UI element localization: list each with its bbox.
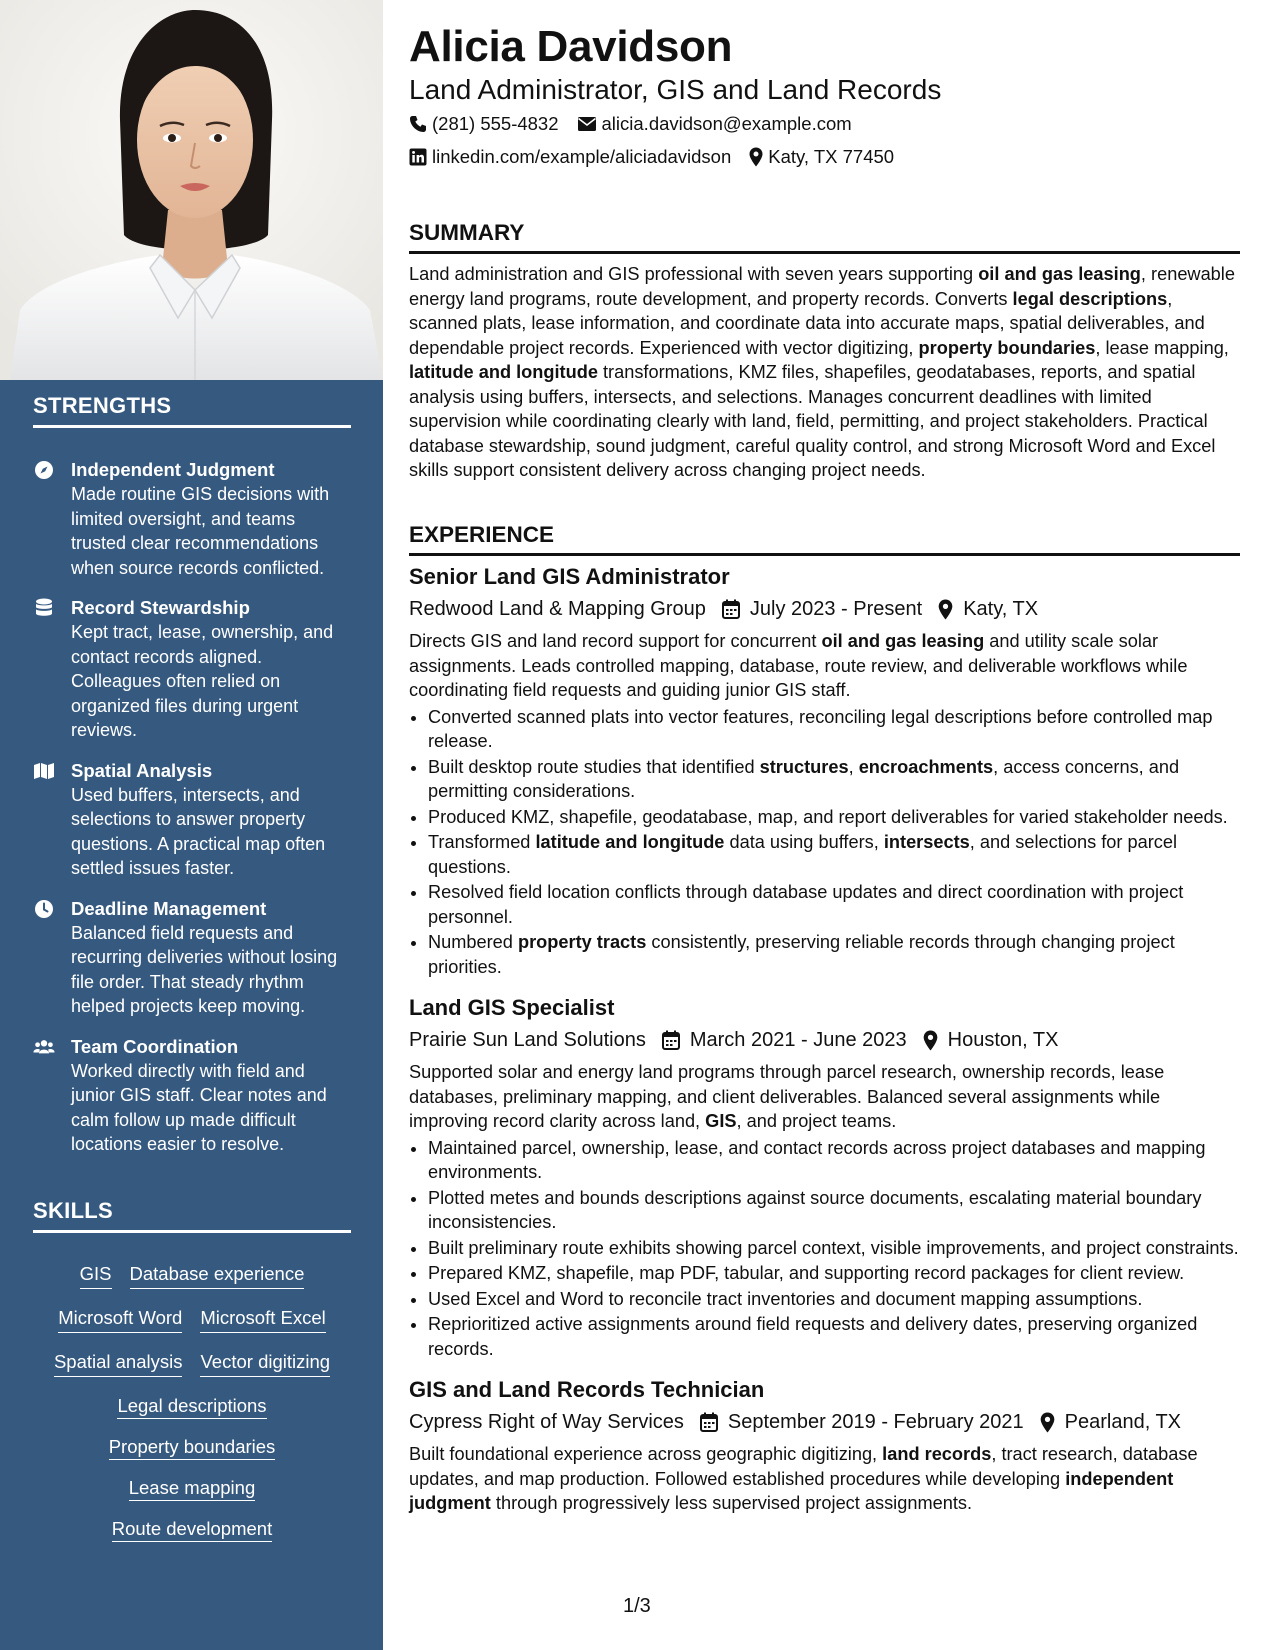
emphasis-text: property boundaries <box>918 337 1096 358</box>
skill-tag: Spatial analysis <box>54 1350 183 1377</box>
phone-contact[interactable] <box>409 113 559 135</box>
job-summary: Supported solar and energy land programs through parcel research, ownership records, lease databases, preliminary mapping, and client deliverables. Balanced several assignments while improving record clarity across land, GIS, and project teams. <box>409 1062 1165 1131</box>
calendar-icon <box>662 1030 680 1050</box>
company-name: Cypress Right of Way Services <box>409 1411 684 1433</box>
bullet-item: • Plotted metes and bounds descriptions against source documents, escalating material boundary inconsistencies. <box>428 1186 1240 1235</box>
contact-row-2 <box>409 146 912 168</box>
linkedin-text: linkedin.com/example/aliciadavidson <box>432 146 732 167</box>
envelope-icon <box>577 116 597 132</box>
strength-item <box>33 897 353 1019</box>
job-bullets <box>409 705 1240 980</box>
job-dates <box>722 595 922 623</box>
job-meta <box>409 595 1240 623</box>
location-text: Katy, TX 77450 <box>768 146 895 167</box>
phone-text: (281) 555-4832 <box>432 113 559 134</box>
strength-title: Spatial Analysis <box>71 759 213 781</box>
strength-description: Worked directly with field and junior GIS staff. Clear notes and calm follow up made difficult locations easier to resolve. <box>71 1060 327 1154</box>
emphasis-text: intersects <box>883 832 970 852</box>
candidate-name: Alicia Davidson <box>409 22 733 71</box>
database-icon <box>33 597 55 619</box>
emphasis-text: structures <box>759 756 849 777</box>
summary-heading: SUMMARY <box>409 220 1240 254</box>
strength-item <box>33 1035 353 1157</box>
strength-title: Record Stewardship <box>71 597 250 618</box>
job-location <box>1040 1408 1181 1436</box>
job-title: Land GIS Specialist <box>409 995 615 1020</box>
job-summary: Directs GIS and land record support for concurrent oil and gas leasing and utility scale solar assignments. Leads controlled mapping, database, route review, and deliverable workflows while coordinating field requests and guiding junior GIS staff. <box>409 631 1188 700</box>
bullet-item: • Transformed latitude and longitude data using buffers, intersects, and selections for parcel questions. <box>428 830 1240 879</box>
bullet-item: • Maintained parcel, ownership, lease, and contact records across project databases and mapping environments. <box>428 1136 1240 1185</box>
candidate-headline: Land Administrator, GIS and Land Records <box>409 74 942 105</box>
job-summary: Built foundational experience across geographic digitizing, land records, tract research, database updates, and map production. Followed established procedures while developing independent judgment through progressively less supervised project assignments. <box>409 1444 1198 1513</box>
job-dates-text: July 2023 - Present <box>749 598 923 620</box>
location-contact <box>749 146 894 168</box>
skill-tag <box>33 1394 351 1418</box>
strength-description: Made routine GIS decisions with limited oversight, and teams trusted clear recommendations when source records conflicted. <box>71 484 330 578</box>
job-location <box>923 1026 1059 1054</box>
skill-tag-text: Property boundaries <box>109 1436 276 1460</box>
map-icon <box>33 760 55 782</box>
linkedin-icon <box>409 148 427 166</box>
emphasis-text: land records <box>882 1444 992 1464</box>
skill-tag: Microsoft Excel <box>200 1306 325 1333</box>
page-number: 1/3 <box>623 1595 651 1617</box>
map-pin-icon <box>938 599 953 620</box>
skill-tag: GIS <box>80 1262 112 1289</box>
job-location <box>938 595 1038 623</box>
email-contact[interactable] <box>577 113 852 135</box>
strength-description: Used buffers, intersects, and selections to answer property questions. A practical map often settled issues faster. <box>71 784 326 878</box>
emphasis-text: oil and gas leasing <box>821 631 985 651</box>
emphasis-text: oil and gas leasing <box>978 264 1141 284</box>
linkedin-contact[interactable] <box>409 146 731 168</box>
bullet-item: • Built preliminary route exhibits showing parcel context, visible improvements, and project constraints. <box>428 1236 1240 1261</box>
bullet-item: • Prepared KMZ, shapefile, map PDF, tabular, and supporting record packages for client review. <box>428 1261 1240 1286</box>
phone-icon <box>409 115 427 133</box>
job-location-text: Pearland, TX <box>1064 1411 1182 1433</box>
strength-item <box>33 596 353 743</box>
experience-list <box>409 562 1240 1530</box>
strengths-heading: STRENGTHS <box>33 393 351 428</box>
skills-list <box>33 1262 351 1541</box>
strength-item <box>33 458 353 580</box>
emphasis-text: GIS <box>705 1111 737 1131</box>
strength-title: Team Coordination <box>71 1035 239 1057</box>
job-bullets <box>409 1136 1240 1362</box>
job-title: Senior Land GIS Administrator <box>409 564 730 589</box>
job-meta <box>409 1026 1240 1054</box>
emphasis-text: latitude and longitude <box>535 832 725 852</box>
bullet-item: • Converted scanned plats into vector features, reconciling legal descriptions before controlled map release. <box>428 705 1240 754</box>
calendar-icon <box>722 599 740 619</box>
map-pin-icon <box>749 147 763 167</box>
bullet-item: • Reprioritized active assignments around field requests and delivery dates, preserving organized records. <box>428 1312 1240 1361</box>
skill-tag-text: Legal descriptions <box>117 1395 266 1419</box>
skill-tag <box>33 1517 351 1541</box>
bullet-item: • Numbered property tracts consistently, preserving reliable records through changing project priorities. <box>428 930 1240 979</box>
skill-tag: Database experience <box>130 1262 305 1289</box>
job-dates <box>662 1026 907 1054</box>
calendar-icon <box>700 1412 718 1432</box>
map-pin-icon <box>923 1030 938 1051</box>
skill-tag-text: Route development <box>112 1518 272 1542</box>
bullet-item: • Used Excel and Word to reconcile tract inventories and document mapping assumptions. <box>428 1287 1240 1312</box>
company-name: Prairie Sun Land Solutions <box>409 1029 646 1051</box>
contact-row <box>409 113 870 135</box>
bullet-item: • Produced KMZ, shapefile, geodatabase, map, and report deliverables for varied stakeholder needs. <box>428 805 1240 830</box>
job-title: GIS and Land Records Technician <box>409 1377 765 1402</box>
strength-description: Kept tract, lease, ownership, and contact records aligned. Colleagues often relied on organized files during urgent reviews. <box>71 622 334 740</box>
email-text: alicia.davidson@example.com <box>601 113 852 134</box>
emphasis-text: latitude and longitude <box>409 362 598 382</box>
job-meta <box>409 1408 1240 1436</box>
clock-icon <box>33 898 55 920</box>
strengths-list <box>33 458 353 1173</box>
job-location-text: Katy, TX <box>963 598 1039 620</box>
skill-tag-text: Lease mapping <box>129 1477 256 1501</box>
experience-heading: EXPERIENCE <box>409 522 1240 556</box>
job-dates-text: March 2021 - June 2023 <box>689 1029 907 1051</box>
company-name: Redwood Land & Mapping Group <box>409 598 706 620</box>
portrait-illustration <box>0 0 383 380</box>
skills-heading: SKILLS <box>33 1198 351 1233</box>
skill-tag <box>33 1476 351 1500</box>
profile-photo <box>0 0 383 380</box>
strength-title: Deadline Management <box>71 897 267 919</box>
strength-item <box>33 759 353 881</box>
job-dates <box>700 1408 1024 1436</box>
emphasis-text: independent judgment <box>409 1468 1174 1513</box>
summary-paragraph: Land administration and GIS professional with seven years supporting oil and gas leasing, renewable energy land programs, route development, and property records. Converts legal descriptions, scanned plats, lease information, and coordinate data into accurate maps, spatial deliverables, and dependable project records. Experienced with vector digitizing, property boundaries, lease mapping, latitude and longitude transformations, KMZ files, shapefiles, geodatabases, reports, and spatial analysis using buffers, intersects, and selections. Manages concurrent deadlines with limited supervision while coordinating clearly with land, field, permitting, and project stakeholders. Practical database stewardship, sound judgment, careful quality control, and strong Microsoft Word and Excel skills support consistent delivery across changing project needs. <box>409 264 1235 480</box>
emphasis-text: property tracts <box>517 932 647 952</box>
bullet-item: • Resolved field location conflicts through database updates and direct coordination with project personnel. <box>428 880 1240 929</box>
skill-tag <box>33 1435 351 1459</box>
compass-icon <box>33 459 55 481</box>
emphasis-text: legal descriptions <box>1012 288 1168 309</box>
job-entry <box>409 993 1240 1361</box>
map-pin-icon <box>1040 1412 1055 1433</box>
job-dates-text: September 2019 - February 2021 <box>727 1411 1024 1433</box>
job-entry <box>409 1375 1240 1516</box>
emphasis-text: encroachments <box>858 756 994 777</box>
skill-tag: Microsoft Word <box>58 1306 182 1333</box>
job-location-text: Houston, TX <box>947 1029 1059 1051</box>
users-icon <box>33 1036 55 1058</box>
skill-tag: Vector digitizing <box>200 1350 330 1377</box>
job-entry <box>409 562 1240 979</box>
bullet-item: • Built desktop route studies that identified structures, encroachments, access concerns, and permitting considerations. <box>428 755 1240 804</box>
strength-title: Independent Judgment <box>71 459 275 480</box>
strength-description: Balanced field requests and recurring deliveries without losing file order. That steady rhythm helped projects keep moving. <box>71 922 338 1016</box>
sidebar <box>0 0 383 1650</box>
